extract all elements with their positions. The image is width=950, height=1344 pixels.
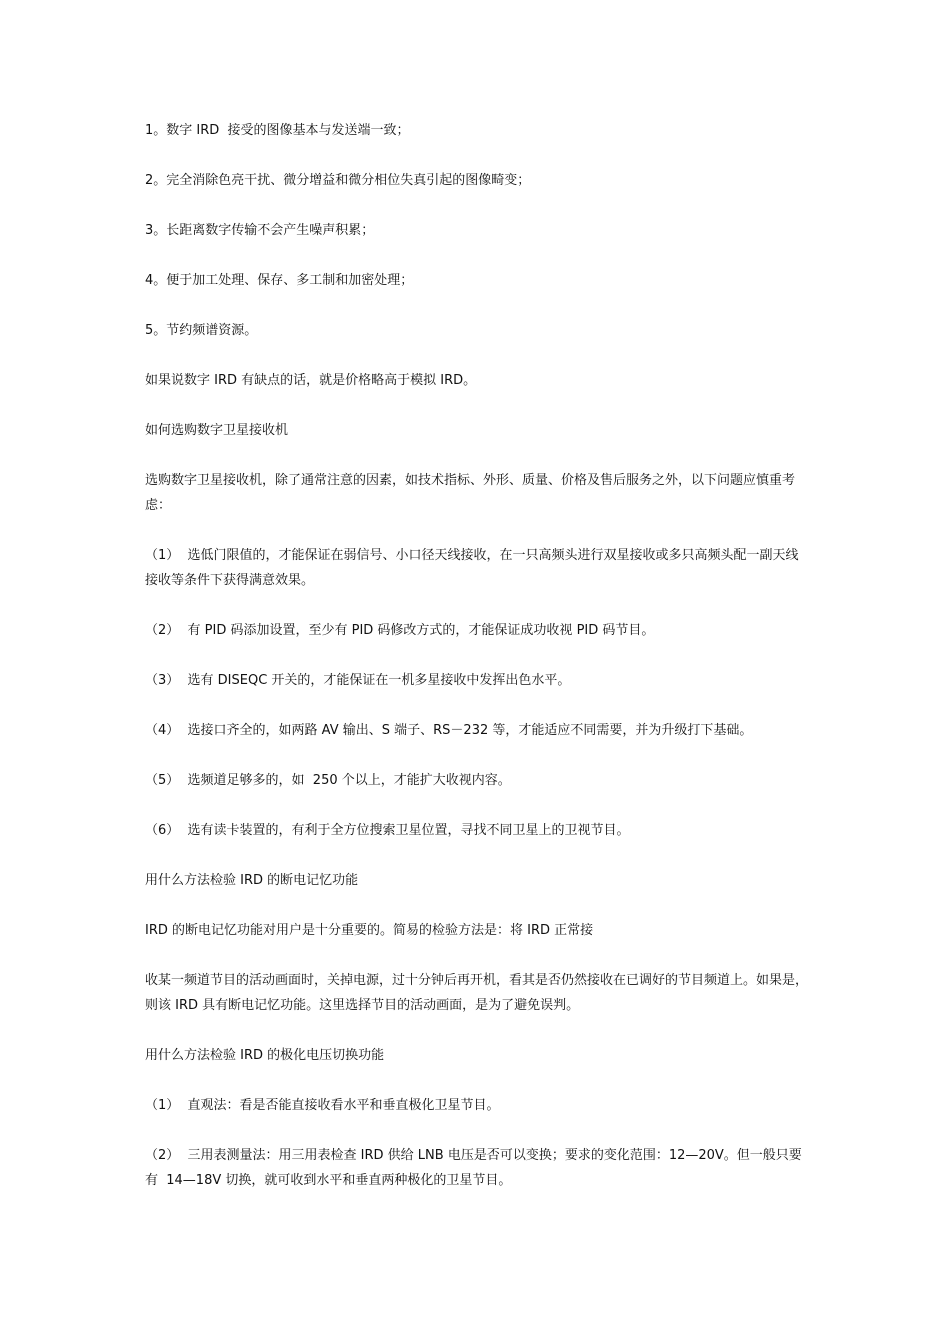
list-item-5: （5） 选频道足够多的，如 250 个以上，才能扩大收视内容。 bbox=[145, 773, 511, 788]
paragraph-advantage-2: 2。完全消除色亮干扰、微分增益和微分相位失真引起的图像畸变； bbox=[145, 173, 531, 188]
paragraph-advantage-1: 1。数字 IRD 接受的图像基本与发送端一致； bbox=[145, 123, 410, 138]
paragraph-memory-test-1: IRD 的断电记忆功能对用户是十分重要的。简易的检验方法是：将 IRD 正常接 bbox=[145, 923, 594, 938]
paragraph-advantage-5: 5。节约频谱资源。 bbox=[145, 323, 258, 338]
section-heading-buying: 如何选购数字卫星接收机 bbox=[145, 423, 289, 438]
paragraph-drawback: 如果说数字 IRD 有缺点的话，就是价格略高于模拟 IRD。 bbox=[145, 373, 477, 388]
polarization-method-1: （1） 直观法：看是否能直接收看水平和垂直极化卫星节目。 bbox=[145, 1098, 500, 1113]
list-item-2: （2） 有 PID 码添加设置，至少有 PID 码修改方式的，才能保证成功收视 PID 码节目。 bbox=[145, 623, 655, 638]
list-item-4: （4） 选接口齐全的，如两路 AV 输出、S 端子、RS－232 等，才能适应不同需要，并为升级打下基础。 bbox=[145, 723, 753, 738]
document-page bbox=[145, 118, 810, 1218]
list-item-3: （3） 选有 DISEQC 开关的，才能保证在一机多星接收中发挥出色水平。 bbox=[145, 673, 571, 688]
paragraph-advantage-3: 3。长距离数字传输不会产生噪声积累； bbox=[145, 223, 375, 238]
polarization-method-2: （2） 三用表测量法：用三用表检查 IRD 供给 LNB 电压是否可以变换；要求的变化范围：12—20V。但一般只要有 14—18V 切换，就可收到水平和垂直两种极化的卫星节目。 bbox=[145, 1148, 802, 1188]
paragraph-buying-intro: 选购数字卫星接收机，除了通常注意的因素，如技术指标、外形、质量、价格及售后服务之外，以下问题应慎重考虑： bbox=[145, 473, 796, 513]
list-item-6: （6） 选有读卡装置的，有利于全方位搜索卫星位置，寻找不同卫星上的卫视节目。 bbox=[145, 823, 630, 838]
paragraph-memory-test-2: 收某一频道节目的活动画面时，关掉电源，过十分钟后再开机，看其是否仍然接收在已调好的节目频道上。如果是，则该 IRD 具有断电记忆功能。这里选择节目的活动画面，是为了避免误判。 bbox=[145, 973, 809, 1013]
section-heading-memory-test: 用什么方法检验 IRD 的断电记忆功能 bbox=[145, 873, 359, 888]
section-heading-polarization-test: 用什么方法检验 IRD 的极化电压切换功能 bbox=[145, 1048, 385, 1063]
paragraph-advantage-4: 4。便于加工处理、保存、多工制和加密处理； bbox=[145, 273, 414, 288]
list-item-1: （1） 选低门限值的，才能保证在弱信号、小口径天线接收，在一只高频头进行双星接收或多只高频头配一副天线接收等条件下获得满意效果。 bbox=[145, 548, 799, 588]
